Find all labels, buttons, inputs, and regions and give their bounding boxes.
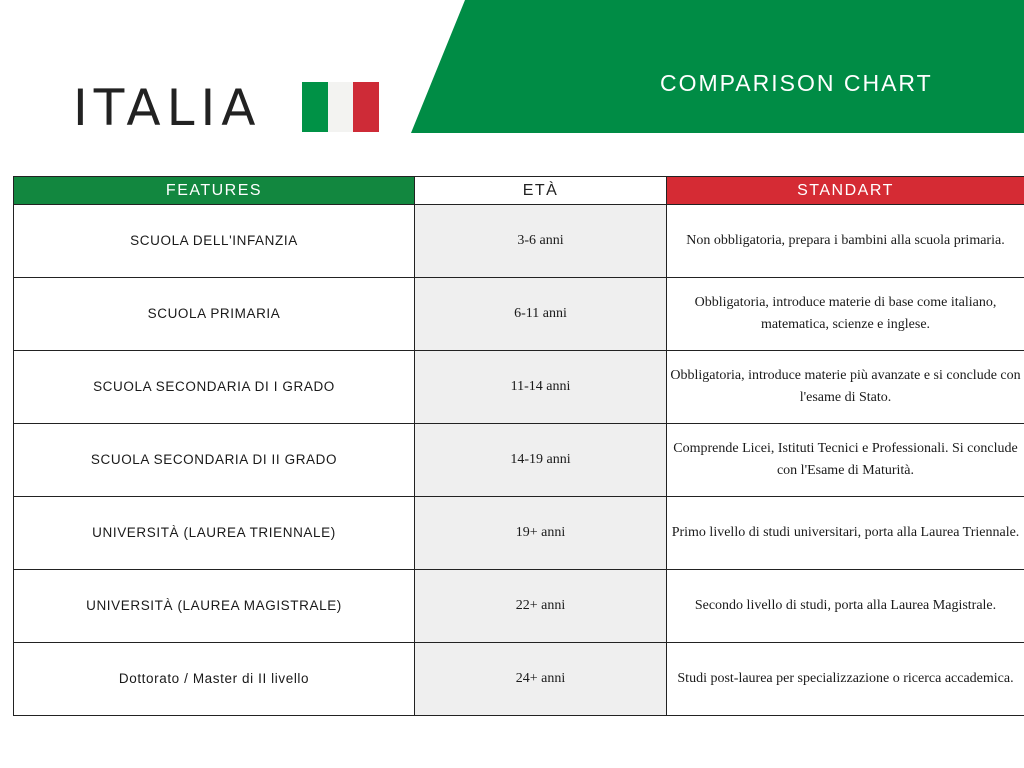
flag-white-stripe [328,82,354,132]
page-title: ITALIA [73,79,262,137]
comparison-table [13,176,1024,716]
column-header-features: FEATURES [14,177,415,205]
table-row [14,278,1024,351]
table-row [14,643,1024,716]
standart-cell: Obbligatoria, introduce materie di base come italiano, matematica, scienze e inglese. [667,278,1024,351]
eta-cell: 6-11 anni [415,278,667,351]
standart-cell: Comprende Licei, Istituti Tecnici e Professionali. Si conclude con l'Esame di Maturità. [667,424,1024,497]
feature-cell: Dottorato / Master di II livello [14,643,415,716]
feature-cell: UNIVERSITÀ (LAUREA MAGISTRALE) [14,570,415,643]
feature-cell: UNIVERSITÀ (LAUREA TRIENNALE) [14,497,415,570]
standart-cell: Primo livello di studi universitari, porta alla Laurea Triennale. [667,497,1024,570]
eta-cell: 19+ anni [415,497,667,570]
eta-cell: 11-14 anni [415,351,667,424]
table-header-row [14,177,1024,205]
eta-cell: 3-6 anni [415,205,667,278]
column-header-standart: STANDART [667,177,1024,205]
standart-cell: Obbligatoria, introduce materie più avanzate e si conclude con l'esame di Stato. [667,351,1024,424]
table-row [14,205,1024,278]
header-banner [411,0,1024,133]
table-row [14,351,1024,424]
feature-cell: SCUOLA PRIMARIA [14,278,415,351]
standart-cell: Studi post-laurea per specializzazione o ricerca accademica. [667,643,1024,716]
standart-cell: Non obbligatoria, prepara i bambini alla scuola primaria. [667,205,1024,278]
banner-title: COMPARISON CHART [660,70,933,96]
italian-flag-icon [302,82,379,132]
table-row [14,424,1024,497]
feature-cell: SCUOLA SECONDARIA DI I GRADO [14,351,415,424]
flag-green-stripe [302,82,328,132]
feature-cell: SCUOLA DELL'INFANZIA [14,205,415,278]
table-row [14,497,1024,570]
flag-red-stripe [353,82,379,132]
standart-cell: Secondo livello di studi, porta alla Laurea Magistrale. [667,570,1024,643]
feature-cell: SCUOLA SECONDARIA DI II GRADO [14,424,415,497]
eta-cell: 22+ anni [415,570,667,643]
column-header-eta: ETÀ [415,177,667,205]
eta-cell: 14-19 anni [415,424,667,497]
eta-cell: 24+ anni [415,643,667,716]
comparison-table-container [13,176,1024,716]
table-row [14,570,1024,643]
